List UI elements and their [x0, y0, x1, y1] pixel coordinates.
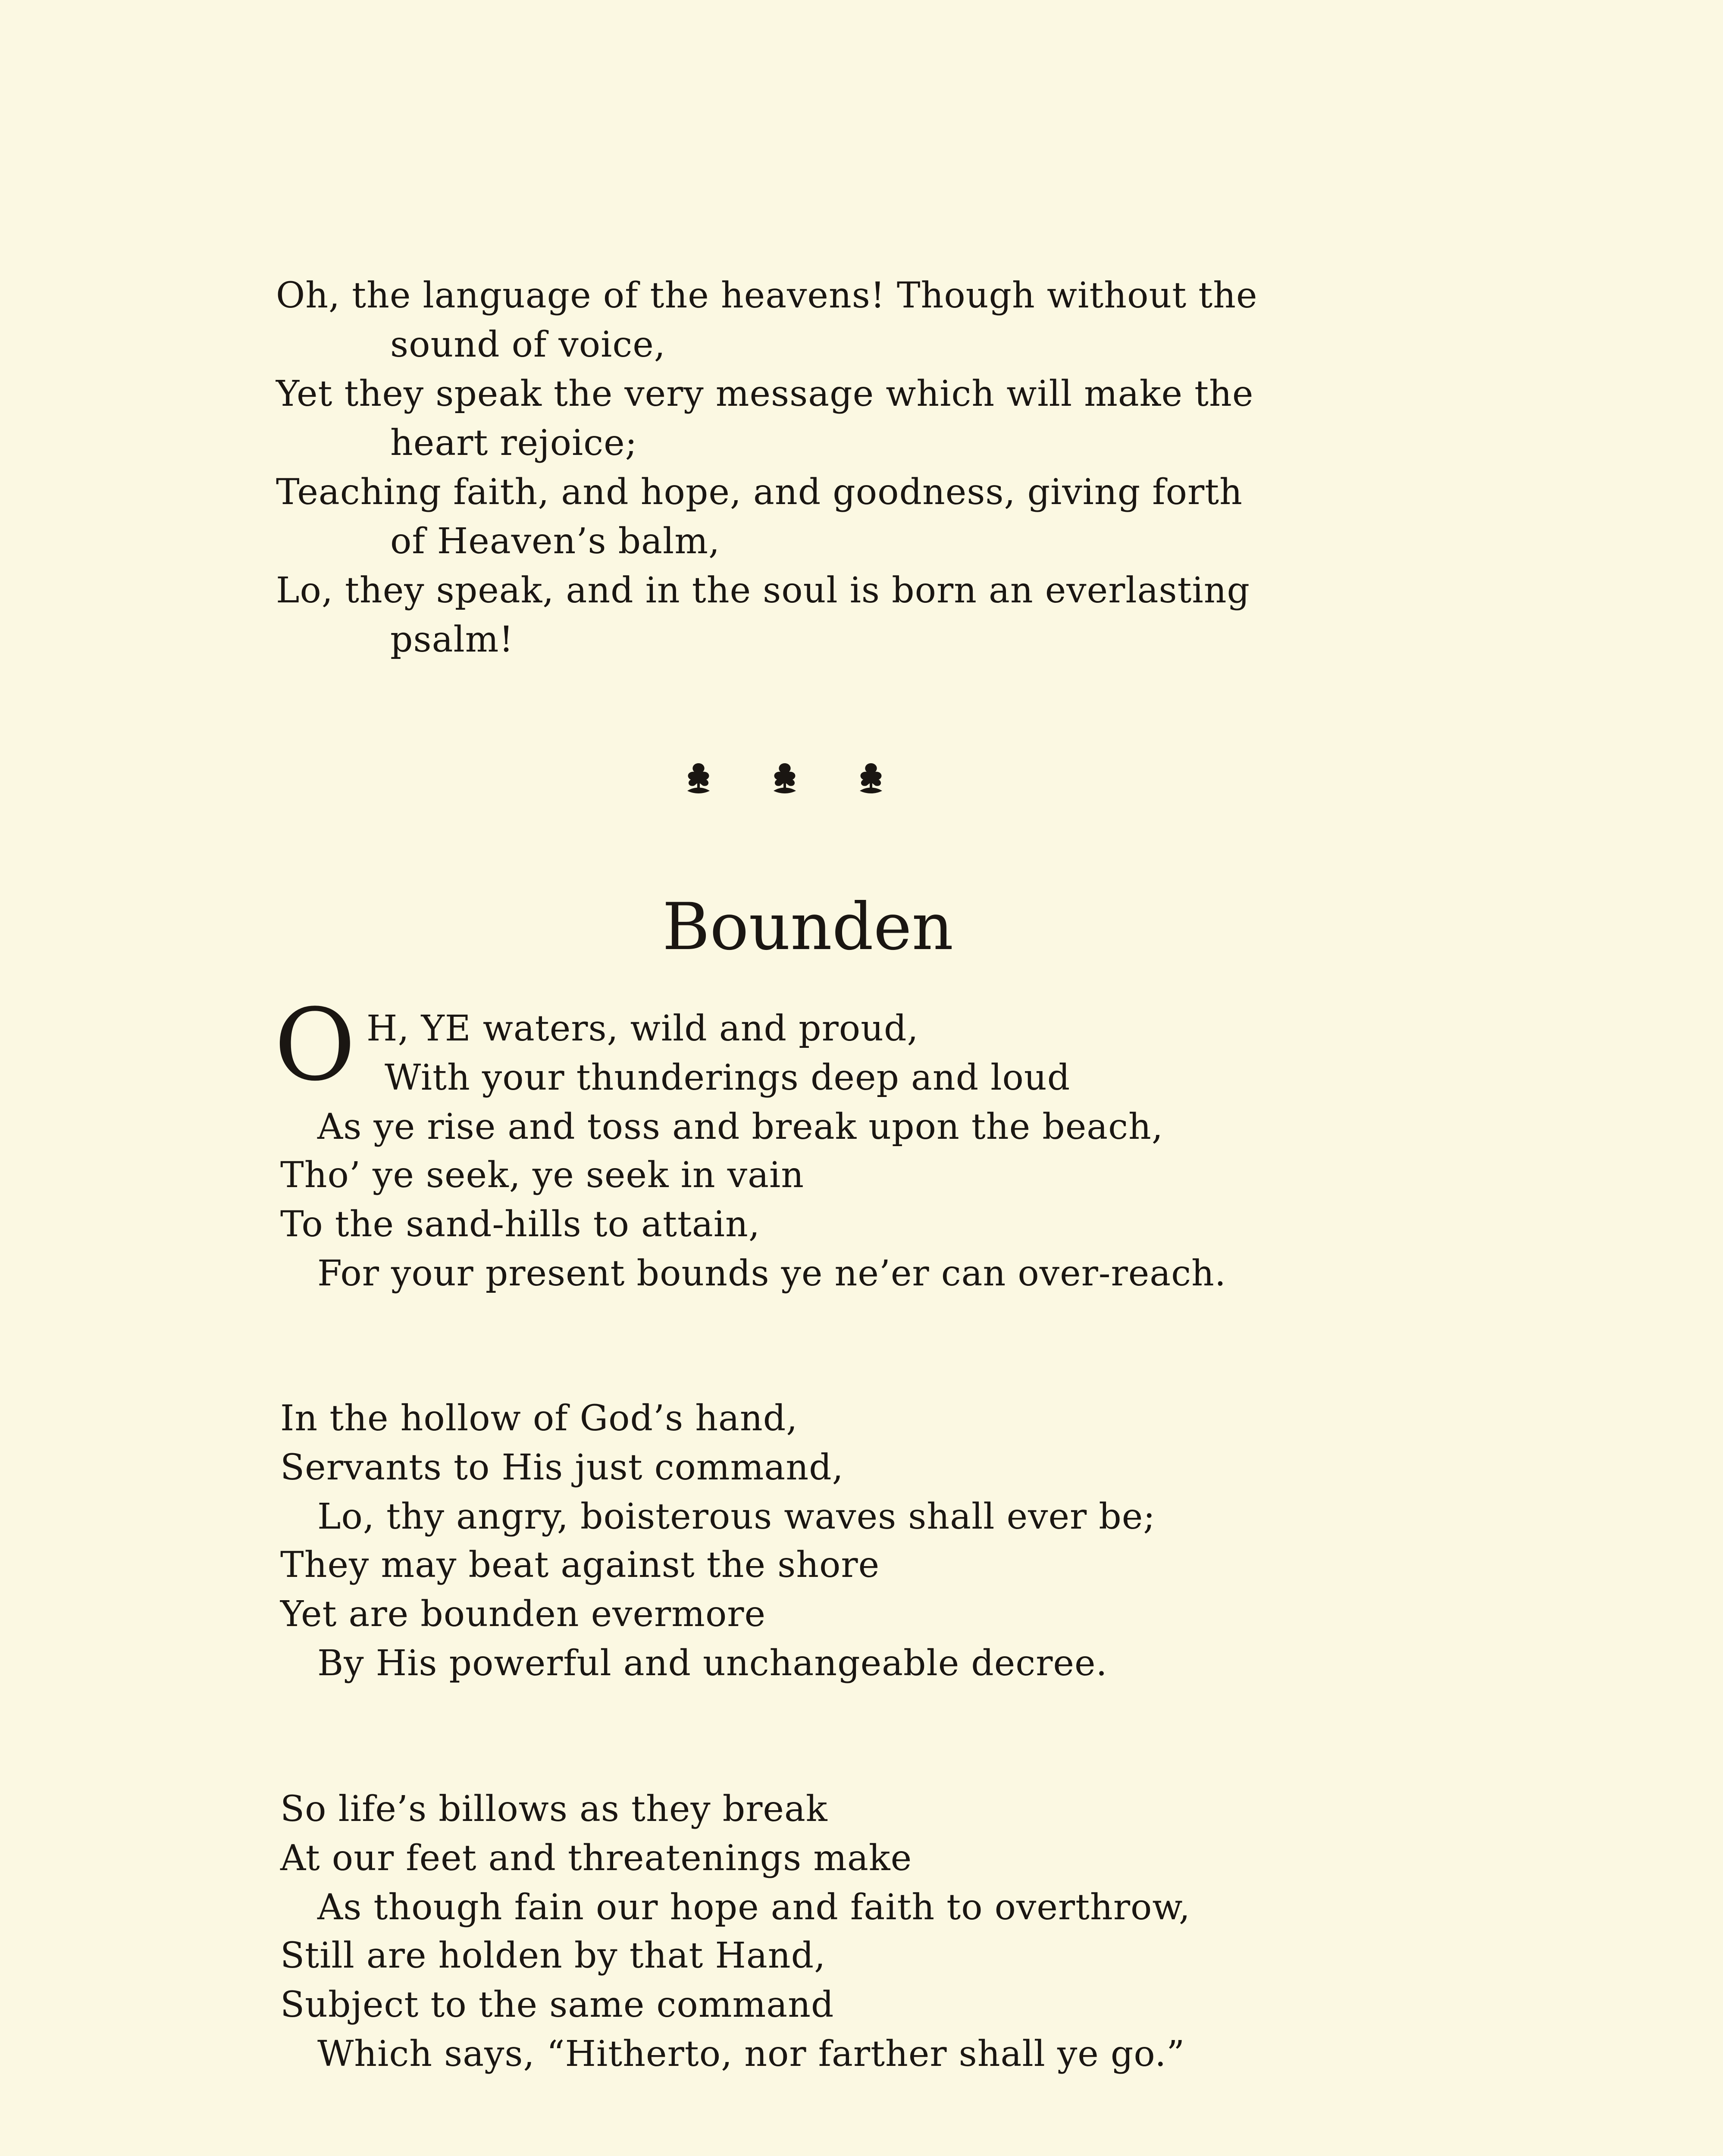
poem-line: Yet they speak the very message which will make the — [276, 373, 1254, 414]
poem-line: In the hollow of God’s hand, — [280, 1398, 798, 1439]
leaf-ornament-icon — [768, 759, 802, 802]
poem-line: As though fain our hope and faith to overthrow, — [317, 1887, 1190, 1928]
poem-line: By His powerful and unchangeable decree. — [317, 1643, 1108, 1684]
section-divider — [673, 759, 905, 811]
poem-line: To the sand-hills to attain, — [280, 1204, 760, 1245]
poem-line: Yet are bounden evermore — [280, 1594, 766, 1635]
poem-line: H, YE waters, wild and proud, — [367, 1008, 919, 1049]
poem-line: of Heaven’s balm, — [390, 521, 721, 562]
poem-line: sound of voice, — [390, 324, 666, 365]
poem-line: Lo, thy angry, boisterous waves shall ever be; — [317, 1496, 1156, 1537]
poem-line: At our feet and threatenings make — [280, 1838, 912, 1879]
leaf-ornament-icon — [854, 759, 888, 802]
drop-cap: O — [274, 988, 356, 1103]
poem-line: So life’s billows as they break — [280, 1789, 828, 1830]
poem-line: They may beat against the shore — [280, 1545, 880, 1586]
poem-title: Bounden — [662, 890, 954, 965]
poem-line: With your thunderings deep and loud — [385, 1057, 1071, 1098]
poem-line: Still are holden by that Hand, — [280, 1935, 826, 1976]
poem-line: Servants to His just command, — [280, 1447, 844, 1488]
poem-line: Which says, “Hitherto, nor farther shall ye go.” — [317, 2034, 1185, 2075]
poem-line: Lo, they speak, and in the soul is born an everlasting — [276, 570, 1250, 611]
poem-line: psalm! — [390, 619, 514, 660]
poem-line: As ye rise and toss and break upon the beach, — [317, 1106, 1163, 1147]
poem-line: Oh, the language of the heavens! Though without the — [276, 275, 1258, 316]
poem-line: For your present bounds ye ne’er can over-reach. — [317, 1253, 1226, 1294]
poem-line: Tho’ ye seek, ye seek in vain — [280, 1155, 805, 1196]
poem-line: Teaching faith, and hope, and goodness, giving forth — [276, 472, 1243, 513]
poem-line: Subject to the same command — [280, 1984, 834, 2025]
leaf-ornament-icon — [681, 759, 716, 802]
poem-line: heart rejoice; — [390, 423, 638, 464]
